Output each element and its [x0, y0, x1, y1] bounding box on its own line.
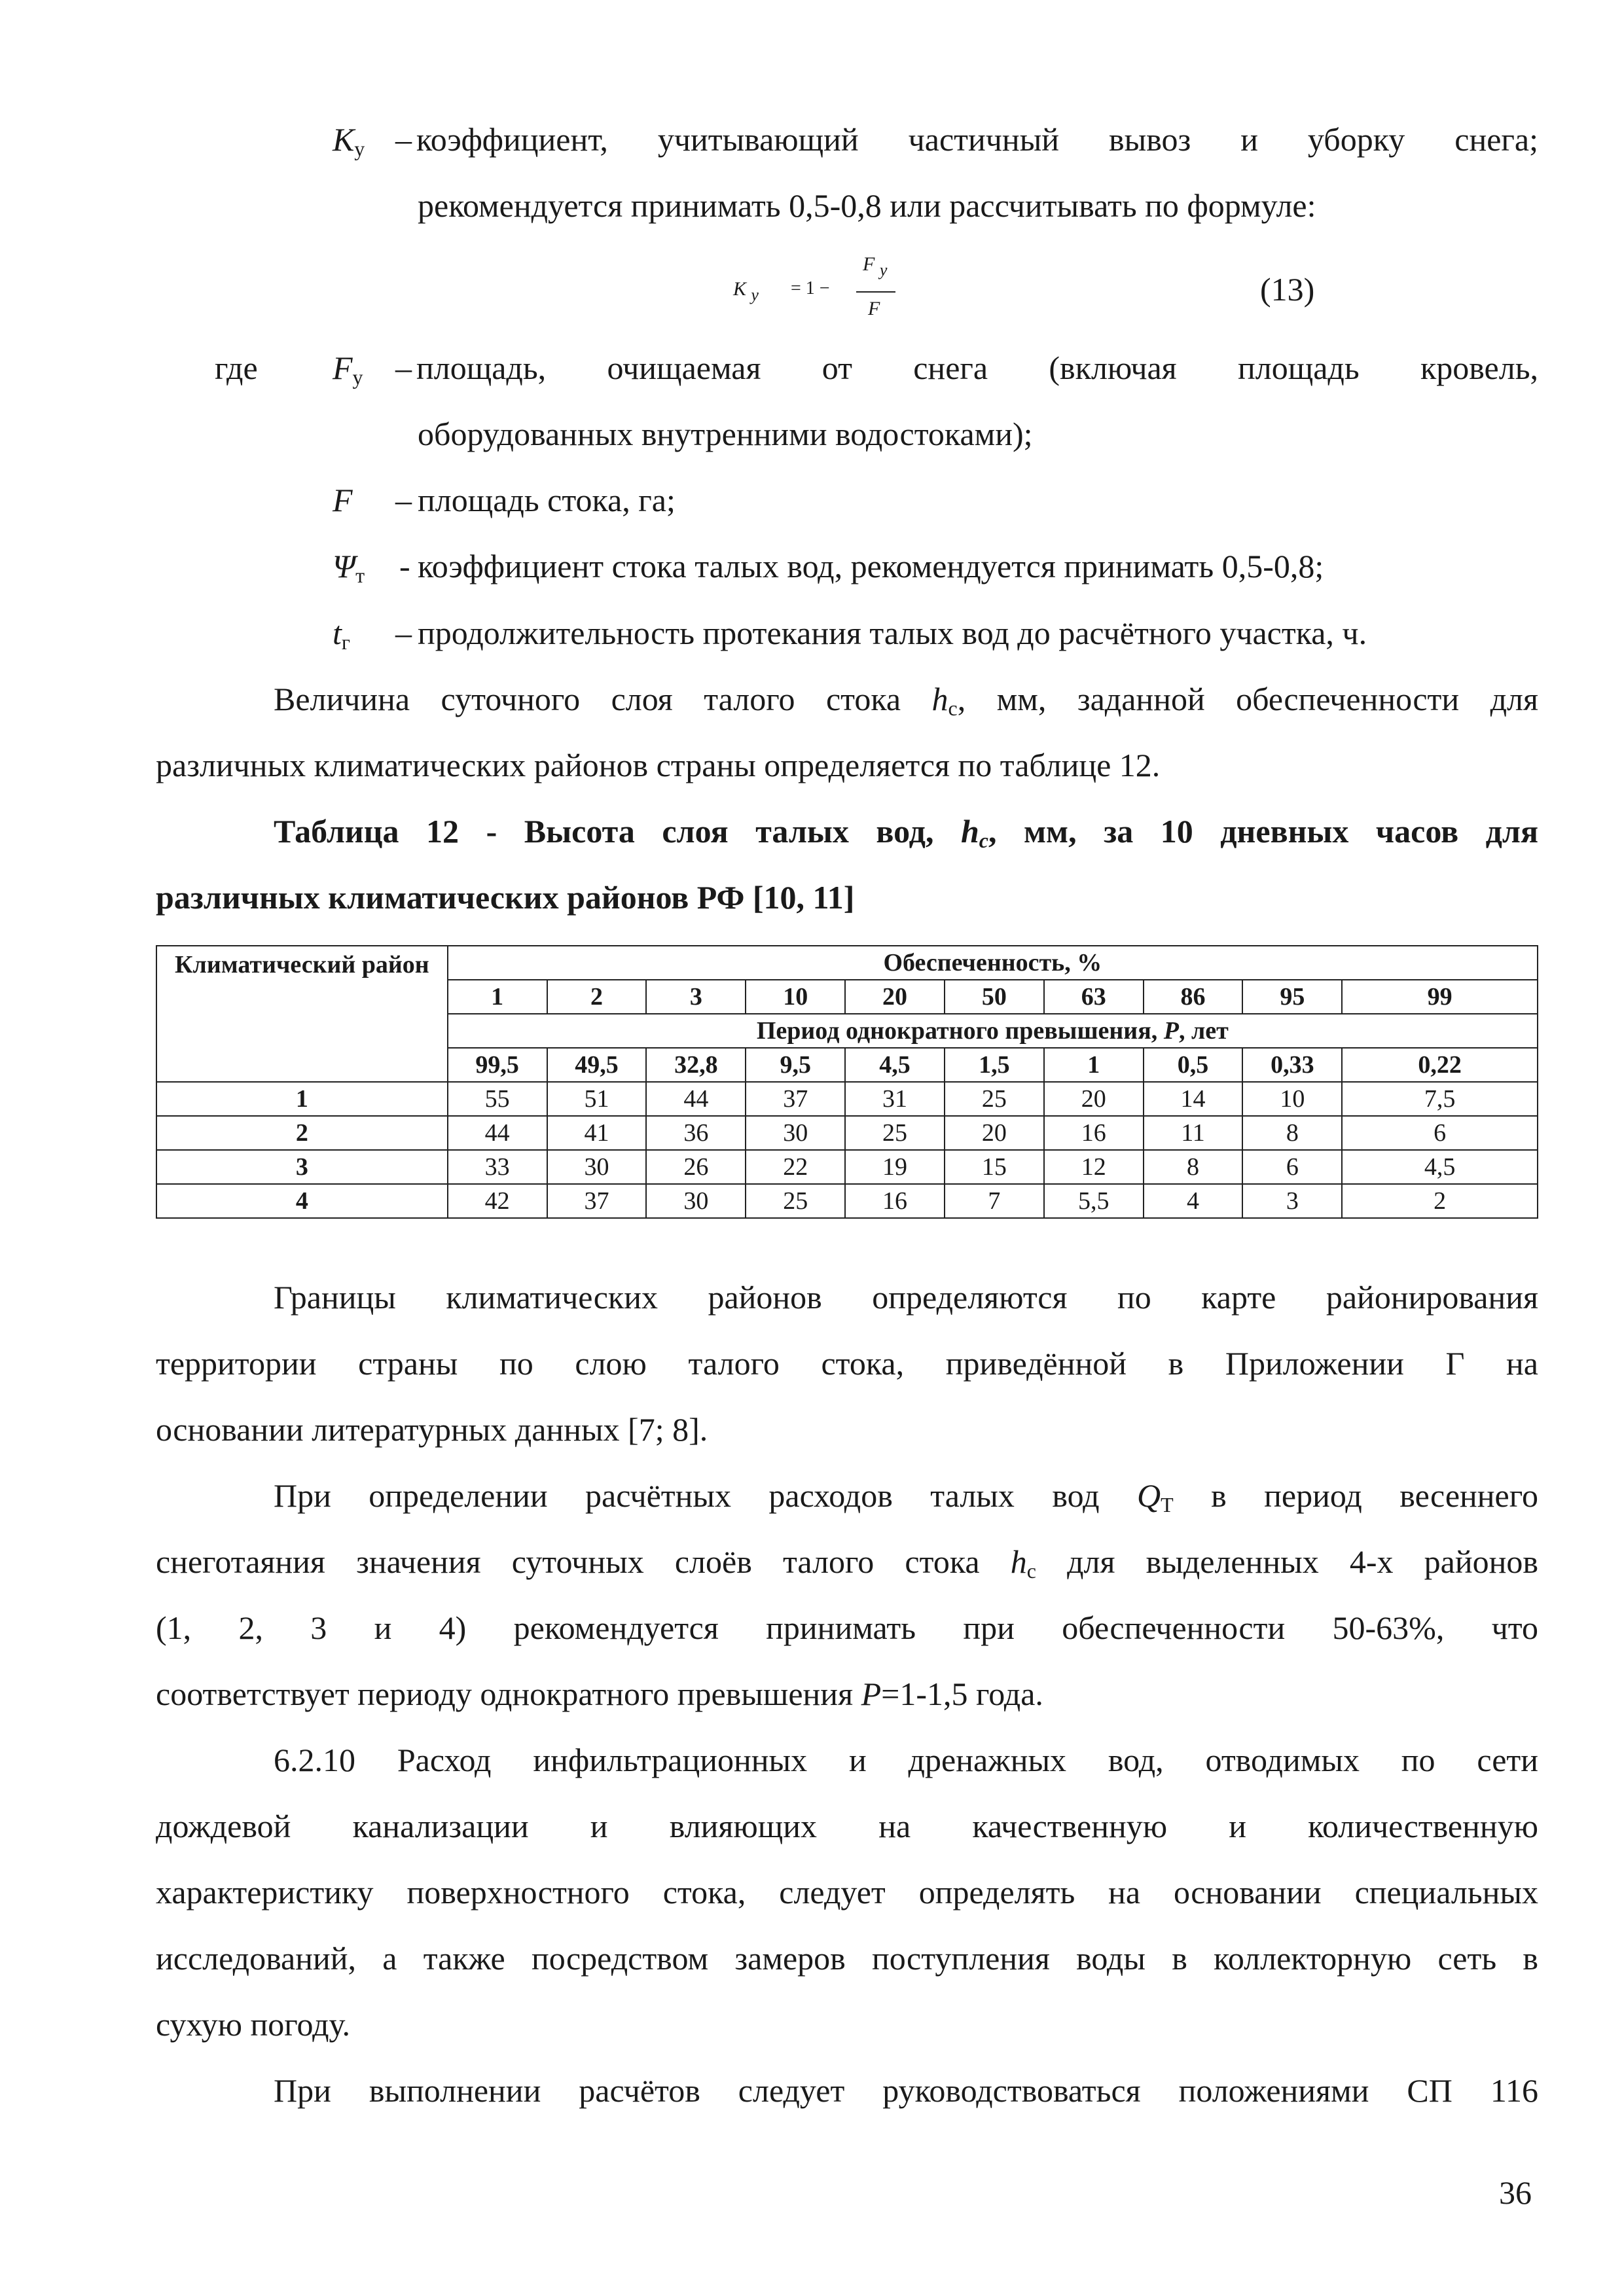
- para1-line1: Величина суточного слоя талого стока $h_с$, мм, заданной обеспеченности для: [274, 681, 1538, 720]
- period-cell: 0,33: [1242, 1048, 1342, 1082]
- value-cell: 30: [646, 1184, 746, 1218]
- value-cell: 8: [1242, 1116, 1342, 1150]
- period-cell: 99,5: [448, 1048, 547, 1082]
- value-cell: 41: [547, 1116, 647, 1150]
- value-cell: 30: [746, 1116, 845, 1150]
- period-cell: 32,8: [646, 1048, 746, 1082]
- value-cell: 36: [646, 1116, 746, 1150]
- value-cell: 25: [746, 1184, 845, 1218]
- value-cell: 10: [1242, 1082, 1342, 1116]
- formula-equals: = 1 −: [791, 278, 830, 298]
- value-cell: 26: [646, 1150, 746, 1184]
- provision-cell: 1: [448, 980, 547, 1014]
- header-provision: Обеспеченность, %: [448, 946, 1538, 980]
- district-cell: 3: [156, 1150, 448, 1184]
- value-cell: 42: [448, 1184, 547, 1218]
- provision-cell: 10: [746, 980, 845, 1014]
- value-cell: 44: [448, 1116, 547, 1150]
- def-psi-symbol: $\Psi_т$: [333, 548, 365, 587]
- para4-line5: сухую погоду.: [156, 2006, 350, 2043]
- value-cell: 20: [945, 1116, 1044, 1150]
- period-cell: 4,5: [845, 1048, 945, 1082]
- value-cell: 14: [1144, 1082, 1243, 1116]
- para4-line1: 6.2.10 Расход инфильтрационных и дренажных вод, отводимых по сети: [274, 1742, 1538, 1778]
- value-cell: 7,5: [1342, 1082, 1538, 1116]
- def-fy-dash: –: [395, 350, 412, 386]
- formula-lhs: К у: [733, 278, 759, 304]
- period-cell: 49,5: [547, 1048, 647, 1082]
- formula-13: [733, 252, 903, 331]
- provision-cell: 2: [547, 980, 647, 1014]
- value-cell: 31: [845, 1082, 945, 1116]
- provision-cell: 20: [845, 980, 945, 1014]
- para2-line3: основании литературных данных [7; 8].: [156, 1411, 708, 1448]
- value-cell: 20: [1044, 1082, 1144, 1116]
- table-row: [156, 1116, 1538, 1150]
- value-cell: 11: [1144, 1116, 1243, 1150]
- def-psi-text: коэффициент стока талых вод, рекомендуется принимать 0,5-0,8;: [418, 548, 1324, 584]
- value-cell: 16: [845, 1184, 945, 1218]
- value-cell: 15: [945, 1150, 1044, 1184]
- value-cell: 37: [746, 1082, 845, 1116]
- district-cell: 4: [156, 1184, 448, 1218]
- value-cell: 25: [945, 1082, 1044, 1116]
- value-cell: 6: [1342, 1116, 1538, 1150]
- value-cell: 55: [448, 1082, 547, 1116]
- table-row: [156, 1150, 1538, 1184]
- value-cell: 22: [746, 1150, 845, 1184]
- def-ky-text-line1: коэффициент, учитывающий частичный вывоз и уборку снега;: [416, 121, 1538, 158]
- value-cell: 25: [845, 1116, 945, 1150]
- formula-number: (13): [1260, 271, 1315, 308]
- def-ky-symbol: $К_у$: [333, 121, 365, 160]
- para4-line3: характеристику поверхностного стока, следует определять на основании специальных: [156, 1874, 1538, 1910]
- value-cell: 5,5: [1044, 1184, 1144, 1218]
- def-fy-symbol: $F_у$: [333, 350, 363, 389]
- provision-cell: 99: [1342, 980, 1538, 1014]
- value-cell: 6: [1242, 1150, 1342, 1184]
- value-cell: 4: [1144, 1184, 1243, 1218]
- def-f-dash: –: [395, 482, 412, 518]
- def-f-text: площадь стока, га;: [418, 482, 676, 518]
- formula-numerator: F у: [863, 253, 888, 279]
- value-cell: 3: [1242, 1184, 1342, 1218]
- para4-line4: исследований, а также посредством замеров поступления воды в коллекторную сеть в: [156, 1940, 1538, 1977]
- def-tg-dash: –: [395, 615, 412, 651]
- para5-line1: При выполнении расчётов следует руководствоваться положениями СП 116: [274, 2072, 1538, 2109]
- header-district: Климатический район: [156, 946, 448, 1082]
- provision-cell: 50: [945, 980, 1044, 1014]
- provision-cell: 63: [1044, 980, 1144, 1014]
- value-cell: 44: [646, 1082, 746, 1116]
- value-cell: 19: [845, 1150, 945, 1184]
- value-cell: 8: [1144, 1150, 1243, 1184]
- provision-cell: 95: [1242, 980, 1342, 1014]
- def-psi-dash: -: [399, 548, 410, 584]
- district-cell: 1: [156, 1082, 448, 1116]
- para2-line1: Границы климатических районов определяются по карте районирования: [274, 1279, 1538, 1316]
- snowmelt-table: [156, 945, 1538, 1219]
- para3-line4: соответствует периоду однократного превышения P=1-1,5 года.: [156, 1676, 1043, 1712]
- provision-cell: 3: [646, 980, 746, 1014]
- table-caption-line2: различных климатических районов РФ [10, 11]: [156, 879, 855, 916]
- para3-line2: снеготаяния значения суточных слоёв талого стока $h_с$ для выделенных 4-х районов: [156, 1543, 1538, 1583]
- provision-cell: 86: [1144, 980, 1243, 1014]
- period-cell: 0,5: [1144, 1048, 1243, 1082]
- period-cell: 0,22: [1342, 1048, 1538, 1082]
- value-cell: 33: [448, 1150, 547, 1184]
- def-fy-text-line1: площадь, очищаемая от снега (включая площадь кровель,: [416, 350, 1538, 386]
- def-f-symbol: F: [333, 482, 353, 518]
- page-number: 36: [1499, 2174, 1532, 2211]
- table-row: [156, 1184, 1538, 1218]
- def-ky-dash: –: [395, 121, 412, 158]
- def-tg-text: продолжительность протекания талых вод до расчётного участка, ч.: [418, 615, 1367, 651]
- value-cell: 51: [547, 1082, 647, 1116]
- formula-denominator: F: [868, 298, 880, 319]
- value-cell: 12: [1044, 1150, 1144, 1184]
- para3-line1: При определении расчётных расходов талых вод $Q_Т$ в период весеннего: [274, 1477, 1538, 1516]
- period-cell: 9,5: [746, 1048, 845, 1082]
- period-cell: 1: [1044, 1048, 1144, 1082]
- header-period: Период однократного превышения, Р, лет: [448, 1014, 1538, 1048]
- table-row: [156, 1082, 1538, 1116]
- def-tg-symbol: $t_г$: [333, 615, 351, 654]
- period-cell: 1,5: [945, 1048, 1044, 1082]
- table-caption-line1: Таблица 12 - Высота слоя талых вод, $h_c$, мм, за 10 дневных часов для: [274, 813, 1538, 852]
- def-fy-text-line2: оборудованных внутренними водостоками);: [418, 416, 1033, 452]
- formula-fraction-bar: [856, 291, 895, 293]
- value-cell: 30: [547, 1150, 647, 1184]
- def-ky-text-line2: рекомендуется принимать 0,5-0,8 или рассчитывать по формуле:: [418, 187, 1316, 224]
- where-label: где: [215, 350, 258, 386]
- district-cell: 2: [156, 1116, 448, 1150]
- value-cell: 2: [1342, 1184, 1538, 1218]
- para3-line3: (1, 2, 3 и 4) рекомендуется принимать при обеспеченности 50-63%, что: [156, 1609, 1538, 1646]
- value-cell: 16: [1044, 1116, 1144, 1150]
- value-cell: 7: [945, 1184, 1044, 1218]
- para2-line2: территории страны по слою талого стока, приведённой в Приложении Г на: [156, 1345, 1538, 1382]
- table-header-row-1: [156, 946, 1538, 980]
- value-cell: 37: [547, 1184, 647, 1218]
- para4-line2: дождевой канализации и влияющих на качественную и количественную: [156, 1808, 1538, 1844]
- value-cell: 4,5: [1342, 1150, 1538, 1184]
- para1-line2: различных климатических районов страны определяется по таблице 12.: [156, 747, 1161, 783]
